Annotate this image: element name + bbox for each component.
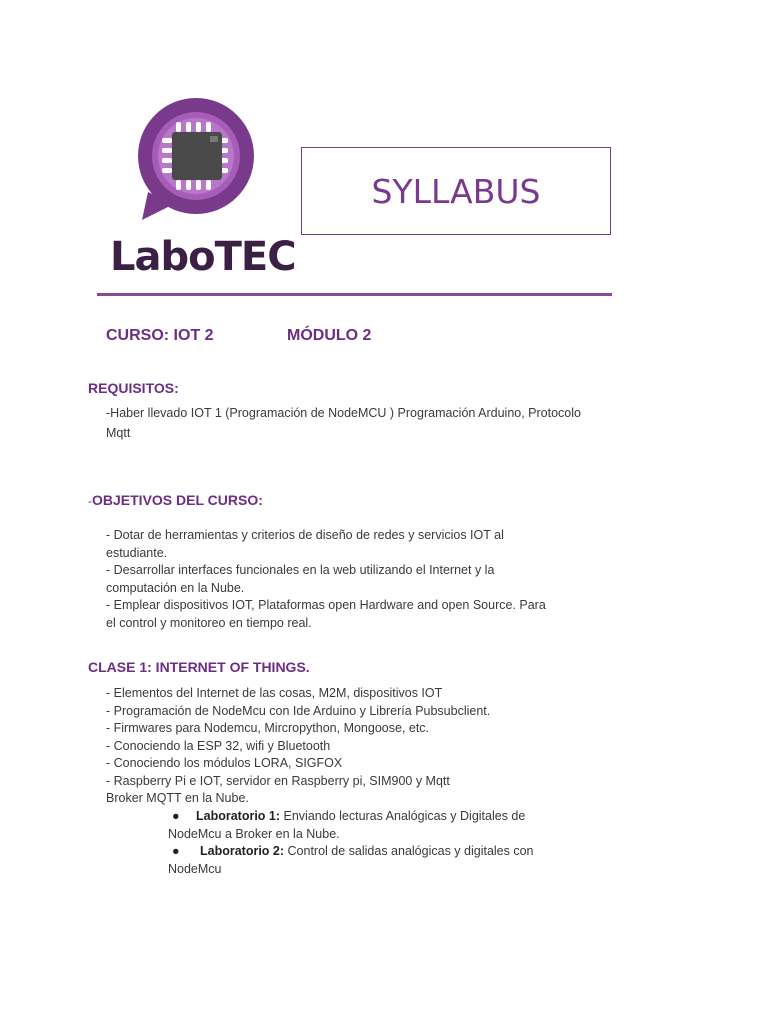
- lab-bullet: ●: [172, 809, 180, 823]
- objetivos-line: - Dotar de herramientas y criterios de diseño de redes y servicios IOT al: [106, 528, 504, 542]
- lab-label: Laboratorio 2:: [200, 844, 285, 858]
- objetivos-line: - Emplear dispositivos IOT, Plataformas open Hardware and open Source. Para: [106, 598, 546, 612]
- clase1-line: - Raspberry Pi e IOT, servidor en Raspberry pi, SIM900 y Mqtt: [106, 773, 450, 788]
- objetivos-body: [106, 527, 546, 632]
- clase1-line: - Elementos del Internet de las cosas, M2M, dispositivos IOT: [106, 686, 443, 700]
- lab-text: Control de salidas analógicas y digitales con: [284, 844, 534, 858]
- clase1-line: - Conociendo los módulos LORA, SIGFOX: [106, 756, 343, 770]
- objetivos-line: - Desarrollar interfaces funcionales en la web utilizando el Internet y la: [106, 563, 495, 577]
- objetivos-heading: OBJETIVOS DEL CURSO:: [92, 492, 263, 508]
- lab-text-cont: NodeMcu: [168, 861, 222, 876]
- objetivos-line: estudiante.: [106, 545, 168, 560]
- lab-bullet: ●: [172, 844, 180, 858]
- requisitos-line: -Haber llevado IOT 1 (Programación de NodeMCU ) Programación Arduino, Protocolo: [106, 406, 581, 420]
- labotec-logo: [96, 92, 300, 290]
- objetivos-heading-row: [88, 492, 263, 508]
- clase1-heading: CLASE 1: INTERNET OF THINGS.: [88, 659, 310, 675]
- course-label: CURSO: IOT 2: [106, 327, 214, 344]
- chip-speech-bubble-icon: [96, 92, 300, 232]
- lab-label: Laboratorio 1:: [196, 809, 281, 823]
- clase1-line: - Conociendo la ESP 32, wifi y Bluetooth: [106, 738, 331, 753]
- lab-2: [168, 843, 534, 878]
- clase1-line: - Programación de NodeMcu con Ide Arduino y Librería Pubsubclient.: [106, 703, 491, 718]
- clase1-body: [106, 685, 490, 808]
- clase1-line: - Firmwares para Nodemcu, Mircropython, Mongoose, etc.: [106, 721, 430, 735]
- objetivos-line: computación en la Nube.: [106, 580, 245, 595]
- objetivos-dash: -: [88, 494, 92, 508]
- syllabus-title-box: [301, 147, 611, 235]
- clase1-line: Broker MQTT en la Nube.: [106, 791, 249, 805]
- module-label: MÓDULO 2: [287, 327, 372, 344]
- syllabus-title: SYLLABUS: [371, 171, 541, 211]
- requisitos-line: Mqtt: [106, 425, 131, 440]
- lab-text: Enviando lecturas Analógicas y Digitales de: [280, 809, 526, 823]
- requisitos-body: [106, 405, 581, 442]
- requisitos-heading: REQUISITOS:: [88, 380, 179, 396]
- header-divider: [97, 293, 612, 296]
- lab-text-cont: NodeMcu a Broker en la Nube.: [168, 826, 340, 841]
- logo-wordmark: LaboTEC: [110, 234, 296, 280]
- lab-1: [168, 808, 525, 843]
- objetivos-line: el control y monitoreo en tiempo real.: [106, 615, 312, 630]
